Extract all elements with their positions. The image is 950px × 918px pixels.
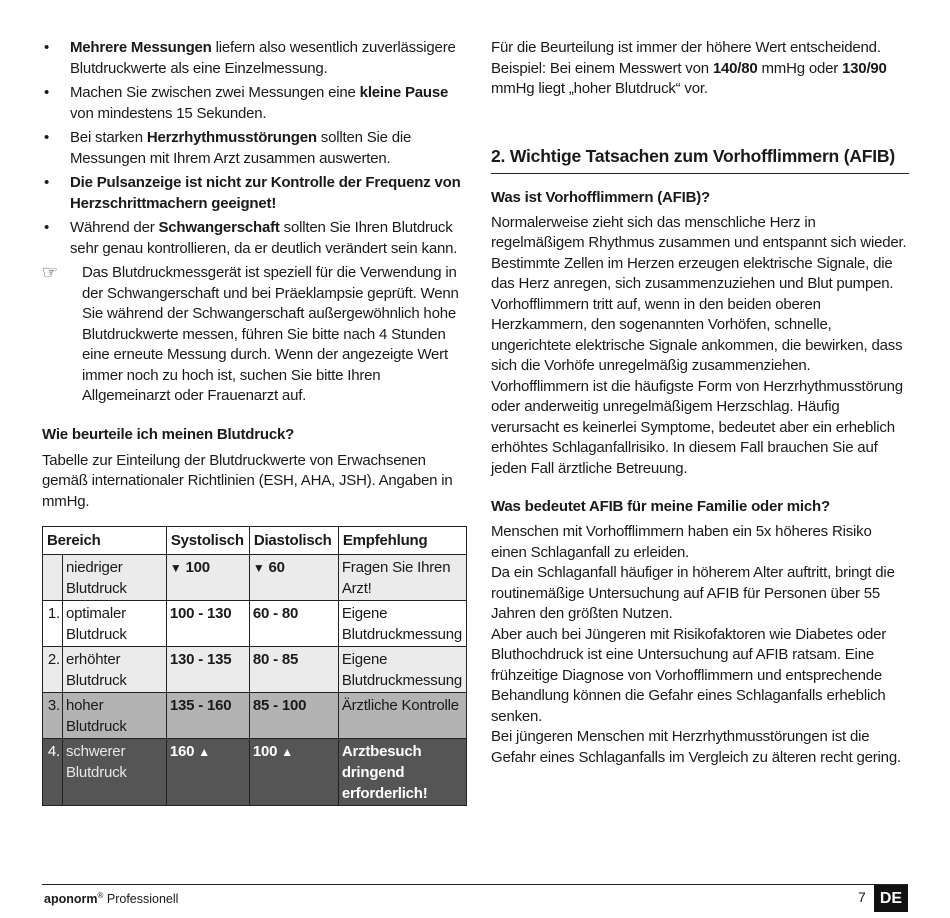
row-recommendation: Ärztliche Kontrolle xyxy=(338,693,466,739)
table-row xyxy=(43,739,467,806)
row-systolic: 100 - 130 xyxy=(166,601,249,647)
row-recommendation: Eigene Blutdruckmessung xyxy=(338,601,466,647)
question-heading: Was ist Vorhofflimmern (AFIB)? xyxy=(491,188,711,206)
list-item: • Machen Sie zwischen zwei Messungen eine kleine Pause von mindestens 15 Sekunden. xyxy=(44,84,449,122)
row-diastolic: 80 - 85 xyxy=(249,647,338,693)
blood-pressure-table xyxy=(42,526,467,806)
row-number: 4. xyxy=(43,739,63,806)
bullet-icon: • xyxy=(44,129,50,146)
section-heading: Wie beurteile ich meinen Blutdruck? xyxy=(42,425,295,443)
table-row xyxy=(43,601,467,647)
row-systolic: ▼ 100 xyxy=(166,555,249,601)
header-bereich: Bereich xyxy=(43,527,167,555)
arrow-up-icon: ▲ xyxy=(198,745,210,759)
bullet-icon: • xyxy=(44,84,50,101)
arrow-down-icon: ▼ xyxy=(169,561,182,575)
list-item: • Die Pulsanzeige ist nicht zur Kontrolle der Frequenz von Herzschrittmachern geeignet! xyxy=(44,174,461,212)
row-number xyxy=(43,555,63,601)
row-number: 3. xyxy=(43,693,63,739)
table-header-row xyxy=(43,527,467,555)
tips-list xyxy=(42,38,467,407)
row-recommendation: Eigene Blutdruckmessung xyxy=(338,647,466,693)
row-range: niedriger Blutdruck xyxy=(63,555,167,601)
language-badge: DE xyxy=(874,885,908,912)
answer-paragraph: Normalerweise zieht sich das menschliche Herz in regelmäßigem Rhythmus zusammen und entspannt sich wieder. Bestimmte Zellen im Herzen erzeugen elektrische Signale, die das Herz anregen, sich zusammenzuziehen und Blut pumpen. Vorhofflimmern tritt auf, wenn in den beiden oberen Herzkammern, den sogenannten Vorhöfen, schnelle, ungerichtete elektrische Signale ankommen, die bewirken, dass sich die Vorhöfe unregelmäßig zusammenziehen. Vorhofflimmern ist die häufigste Form von Herzrhythmusstörung oder anderweitig unregelmäßigem Herzschlag. Häufig verursacht es keinerlei Symptome, bedeutet aber ein erheblich erhöhtes Schlaganfallrisiko. In diesem Fall brauchen Sie auf jeden Fall ärztliche Betreuung. xyxy=(491,213,907,477)
page-number: 7 xyxy=(858,889,866,905)
table-row xyxy=(43,647,467,693)
row-systolic: 130 - 135 xyxy=(166,647,249,693)
row-diastolic: 60 - 80 xyxy=(249,601,338,647)
list-item: • Mehrere Messungen liefern also wesentlich zuverlässigere Blutdruckwerte als eine Einzelmessung. xyxy=(44,39,456,77)
row-number: 2. xyxy=(43,647,63,693)
answer-paragraph: Da ein Schlaganfall häufiger in höherem Alter auftritt, bringt die routinemäßige Untersuchung auf AFIB für Personen über 55 Jahren den größten Nutzen. xyxy=(491,564,895,622)
right-column xyxy=(491,38,909,768)
row-systolic: 160 ▲ xyxy=(166,739,249,806)
row-number: 1. xyxy=(43,601,63,647)
row-range: hoher Blutdruck xyxy=(63,693,167,739)
answer-paragraph: Aber auch bei Jüngeren mit Risikofaktoren wie Diabetes oder Bluthochdruck ist eine Untersuchung auf AFIB ratsam. Eine frühzeitige Diagnose von Vorhofflimmern und entsprechende Behandlung können die Gefahr eines Schlaganfalls erheblich senken. xyxy=(491,625,887,725)
bullet-icon: • xyxy=(44,39,50,56)
row-recommendation: Arztbesuch dringend erforderlich! xyxy=(338,739,466,806)
header-systolisch: Systolisch xyxy=(166,527,249,555)
row-range: optimaler Blutdruck xyxy=(63,601,167,647)
footer-divider xyxy=(42,884,908,885)
arrow-up-icon: ▲ xyxy=(281,745,293,759)
arrow-down-icon: ▼ xyxy=(252,561,265,575)
row-diastolic: 100 ▲ xyxy=(249,739,338,806)
row-systolic: 135 - 160 xyxy=(166,693,249,739)
section-title: 2. Wichtige Tatsachen zum Vorhofflimmern (AFIB) xyxy=(491,145,909,174)
question-heading: Was bedeutet AFIB für meine Familie oder mich? xyxy=(491,498,830,515)
bullet-icon: • xyxy=(44,219,50,236)
header-empfehlung: Empfehlung xyxy=(338,527,466,555)
evaluation-paragraph: Für die Beurteilung ist immer der höhere Wert entscheidend. Beispiel: Bei einem Messwert von 140/80 mmHg oder 130/90 mmHg liegt „hoher Blutdruck“ vor. xyxy=(491,39,887,97)
pregnancy-note: ☞ Das Blutdruckmessgerät ist speziell für die Verwendung in der Schwangerschaft und bei Präeklampsie geprüft. Wenn Sie während der Schwangerschaft außergewöhnlich hohe Blutdruckwerte messen, führen Sie bitte nach 4 Stunden eine erneute Messung durch. Wenn der angezeigte Wert immer noch zu hoch ist, suchen Sie bitte Ihren Allgemeinarzt oder Frauenarzt auf. xyxy=(42,262,459,404)
header-diastolisch: Diastolisch xyxy=(249,527,338,555)
table-row xyxy=(43,555,467,601)
row-range: erhöhter Blutdruck xyxy=(63,647,167,693)
row-diastolic: ▼ 60 xyxy=(249,555,338,601)
row-recommendation: Fragen Sie Ihren Arzt! xyxy=(338,555,466,601)
answer-paragraph: Menschen mit Vorhofflimmern haben ein 5x höheres Risiko einen Schlaganfall zu erleiden. xyxy=(491,523,872,561)
pointing-hand-icon: ☞ xyxy=(42,262,58,282)
answer-paragraph: Bei jüngeren Menschen mit Herzrhythmusstörungen ist die Gefahr eines Schlaganfalls im Vergleich zu älteren recht gering. xyxy=(491,728,901,766)
footer-brand: aponorm® Professionell xyxy=(44,891,179,907)
table-row xyxy=(43,693,467,739)
list-item: • Während der Schwangerschaft sollten Sie Ihren Blutdruck sehr genau kontrollieren, da er deutlich verändert sein kann. xyxy=(44,219,458,257)
list-item: • Bei starken Herzrhythmusstörungen sollten Sie die Messungen mit Ihrem Arzt zusammen auswerten. xyxy=(44,129,412,167)
row-diastolic: 85 - 100 xyxy=(249,693,338,739)
row-range: schwerer Blutdruck xyxy=(63,739,167,806)
table-intro: Tabelle zur Einteilung der Blutdruckwerte von Erwachsenen gemäß internationaler Richtlinien (ESH, AHA, JSH). Angaben in mmHg. xyxy=(42,451,453,510)
left-column xyxy=(42,38,467,806)
bullet-icon: • xyxy=(44,174,50,191)
